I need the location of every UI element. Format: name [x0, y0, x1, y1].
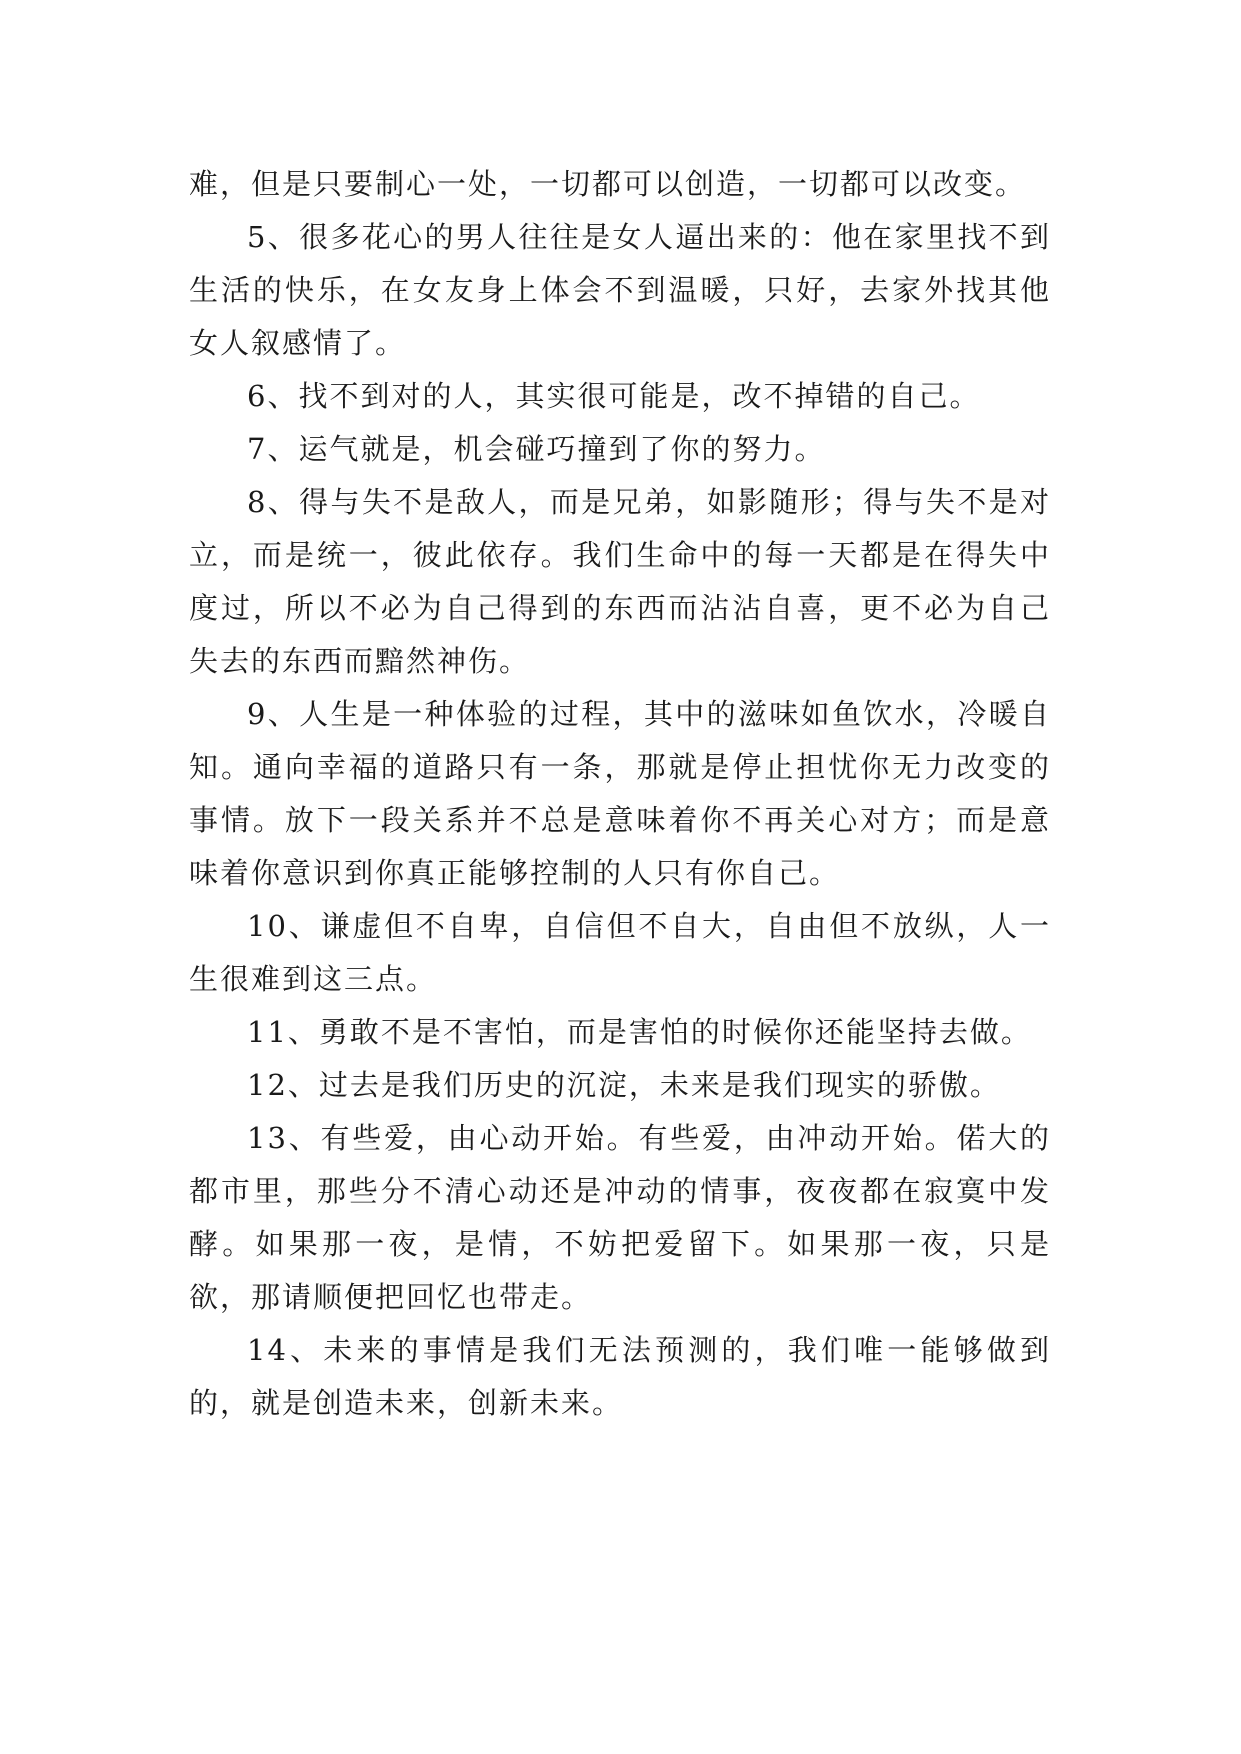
- paragraph-item-14: 14、未来的事情是我们无法预测的，我们唯一能够做到的，就是创造未来，创新未来。: [189, 1333, 1051, 1420]
- paragraph-item-11: 11、勇敢不是不害怕，而是害怕的时候你还能坚持去做。: [247, 1015, 1032, 1049]
- paragraph-continuation: 难，但是只要制心一处，一切都可以创造，一切都可以改变。: [189, 167, 1027, 201]
- paragraph-item-12: 12、过去是我们历史的沉淀，未来是我们现实的骄傲。: [247, 1068, 1001, 1102]
- paragraph-item-10: 10、谦虚但不自卑，自信但不自大，自由但不放纵，人一生很难到这三点。: [189, 909, 1051, 996]
- paragraph-item-13: 13、有些爱，由心动开始。有些爱，由冲动开始。偌大的都市里，那些分不清心动还是冲动的情事，夜夜都在寂寞中发酵。如果那一夜，是情，不妨把爱留下。如果那一夜，只是欲，那请顺便把回忆也带走。: [189, 1121, 1051, 1314]
- paragraph-item-5: 5、很多花心的男人往往是女人逼出来的：他在家里找不到生活的快乐，在女友身上体会不到温暖，只好，去家外找其他女人叙感情了。: [189, 220, 1051, 360]
- document-body: [189, 158, 1051, 1430]
- paragraph-item-9: 9、人生是一种体验的过程，其中的滋味如鱼饮水，冷暖自知。通向幸福的道路只有一条，那就是停止担忧你无力改变的事情。放下一段关系并不总是意味着你不再关心对方；而是意味着你意识到你真正能够控制的人只有你自己。: [189, 697, 1051, 890]
- paragraph-item-8: 8、得与失不是敌人，而是兄弟，如影随形；得与失不是对立，而是统一，彼此依存。我们生命中的每一天都是在得失中度过，所以不必为自己得到的东西而沾沾自喜，更不必为自己失去的东西而黯然神伤。: [189, 485, 1051, 678]
- paragraph-item-6: 6、找不到对的人，其实很可能是，改不掉错的自己。: [247, 379, 981, 413]
- paragraph-item-7: 7、运气就是，机会碰巧撞到了你的努力。: [247, 432, 826, 466]
